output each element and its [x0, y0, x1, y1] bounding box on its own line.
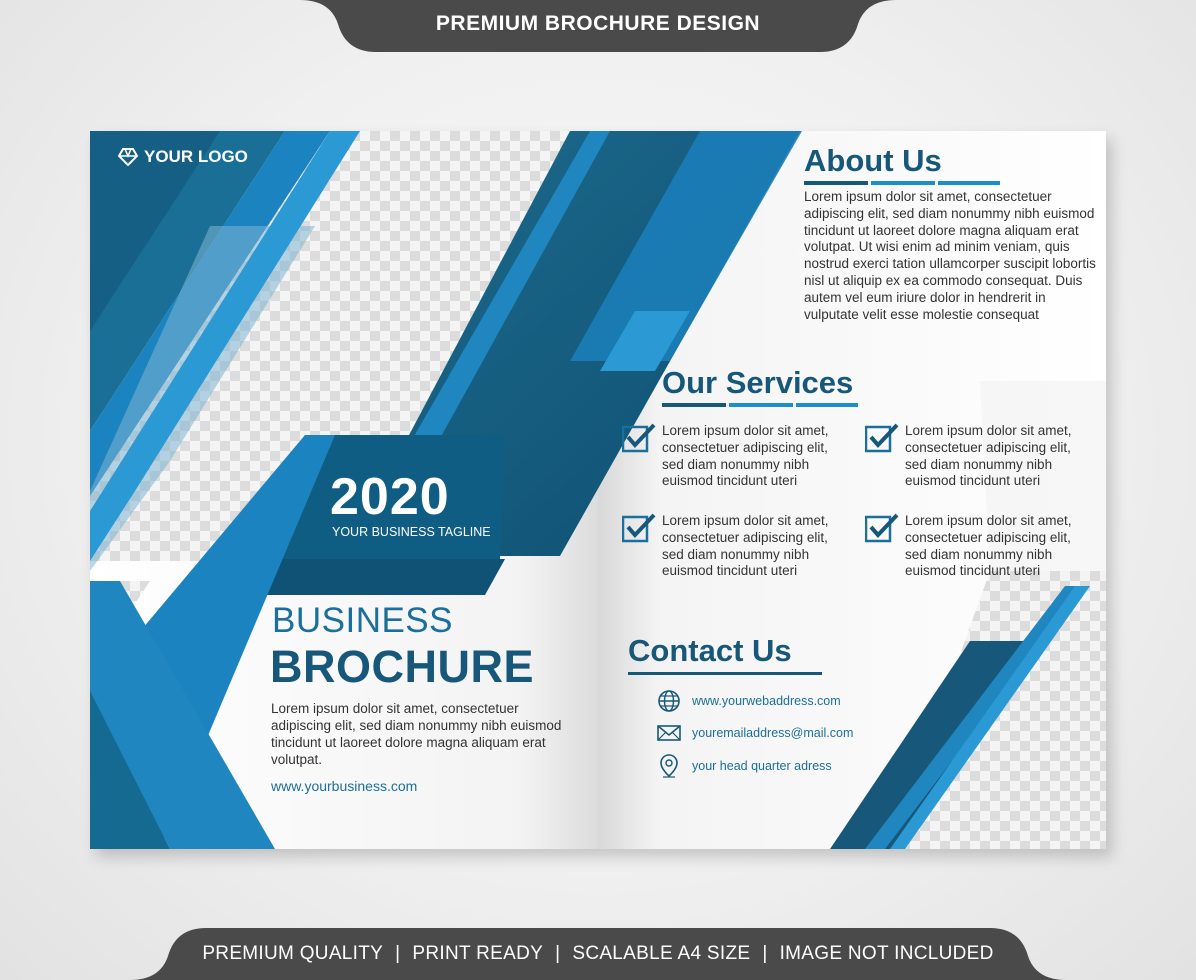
service-item [622, 513, 832, 580]
bottom-feature-banner [130, 928, 1066, 980]
feature-separator: | [762, 943, 768, 964]
service-item [865, 513, 1075, 580]
services-heading: Our Services [662, 365, 854, 400]
service-item [865, 423, 1075, 490]
cover-website-link[interactable]: www.yourbusiness.com [271, 778, 418, 794]
checkbox-check-icon [865, 423, 899, 453]
contact-address-row[interactable] [656, 753, 832, 779]
feature-list [130, 943, 1066, 965]
about-heading: About Us [804, 143, 942, 178]
service-text: Lorem ipsum dolor sit amet, consectetuer adipiscing elit, sed diam nonummy nibh euismod tincidunt uteri [905, 513, 1072, 579]
service-text: Lorem ipsum dolor sit amet, consectetuer adipiscing elit, sed diam nonummy nibh euismod tincidunt uteri [662, 513, 829, 579]
logo-text: YOUR LOGO [144, 147, 248, 166]
cover-title-line1: BUSINESS [272, 601, 453, 640]
globe-icon [656, 688, 682, 714]
cover-title-line2: BROCHURE [270, 641, 535, 692]
feature-item: IMAGE NOT INCLUDED [779, 943, 994, 964]
logo[interactable] [118, 147, 248, 167]
checkbox-check-icon [622, 513, 656, 543]
feature-item: PRINT READY [412, 943, 544, 964]
service-text: Lorem ipsum dolor sit amet, consectetuer adipiscing elit, sed diam nonummy nibh euismod tincidunt uteri [662, 423, 829, 489]
brochure-spread [90, 131, 1106, 849]
contact-web[interactable]: www.yourwebaddress.com [692, 694, 841, 708]
contact-email-row[interactable] [656, 720, 853, 746]
cover-tagline: YOUR BUSINESS TAGLINE [332, 525, 491, 539]
feature-item: PREMIUM QUALITY [202, 943, 384, 964]
service-text: Lorem ipsum dolor sit amet, consectetuer adipiscing elit, sed diam nonummy nibh euismod tincidunt uteri [905, 423, 1072, 489]
checkbox-check-icon [865, 513, 899, 543]
service-item [622, 423, 832, 490]
contact-email[interactable]: youremailaddress@mail.com [692, 726, 854, 740]
cover-year: 2020 [330, 468, 450, 526]
cover-body-text: Lorem ipsum dolor sit amet, consectetuer adipiscing elit, sed diam nonummy nibh euismod tincidunt ut laoreet dolore magna aliquam erat volutpat. [271, 701, 562, 767]
contact-heading: Contact Us [628, 633, 792, 668]
top-title-banner [300, 0, 896, 52]
logo-icon [118, 148, 138, 166]
feature-separator: | [555, 943, 561, 964]
feature-item: SCALABLE A4 SIZE [572, 943, 751, 964]
map-pin-icon [656, 753, 682, 779]
feature-separator: | [395, 943, 401, 964]
contact-web-row[interactable] [656, 688, 841, 714]
banner-title: PREMIUM BROCHURE DESIGN [435, 12, 761, 35]
checkbox-check-icon [622, 423, 656, 453]
about-body-text: Lorem ipsum dolor sit amet, consectetuer adipiscing elit, sed diam nonummy nibh euismod tincidunt ut laoreet dolore magna aliquam erat volutpat. Ut wisi enim ad minim veniam, quis nostrud exerci tation ullamcorper suscipit lobortis nisl ut aliquip ex ea commodo consequat. Duis autem vel eum iriure dolor in hendrerit in vulputate velit esse molestie consequat [804, 189, 1096, 322]
contact-address[interactable]: your head quarter adress [692, 759, 832, 773]
mail-icon [656, 720, 682, 746]
